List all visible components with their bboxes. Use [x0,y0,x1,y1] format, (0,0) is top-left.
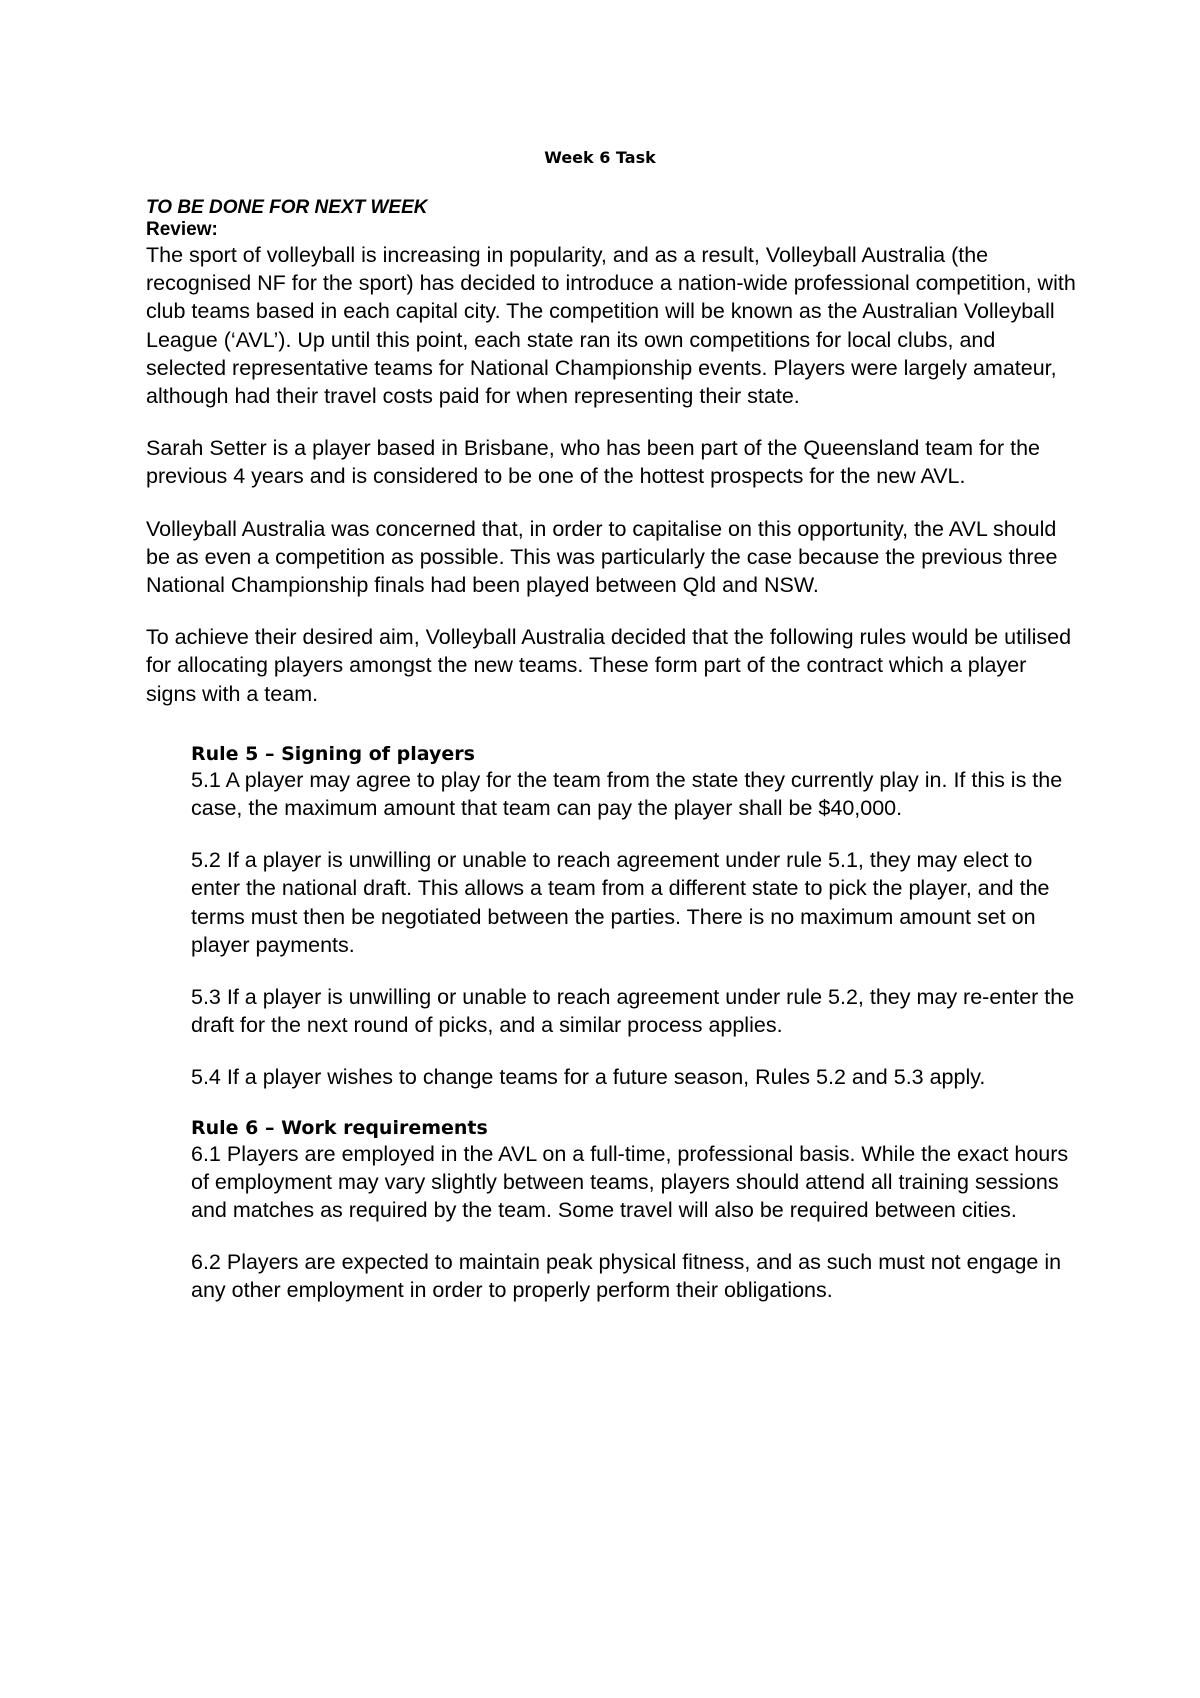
rule-5-1: 5.1 A player may agree to play for the team from the state they currently play in. If this is the case, the maximum amount that team can pay the player shall be $40,000. [191,767,1063,821]
rule-5-heading: Rule 5 – Signing of players [191,742,475,765]
page-title: Week 6 Task [544,148,656,167]
document-body [146,196,1076,1329]
paragraph-sarah-setter: Sarah Setter is a player based in Brisbane, who has been part of the Queensland team for the previous 4 years and is considered to be one of the hottest prospects for the new AVL. [146,436,1040,489]
rule-5-4: 5.4 If a player wishes to change teams for a future season, Rules 5.2 and 5.3 apply. [191,1065,986,1090]
paragraph-rules-intro: To achieve their desired aim, Volleyball Australia decided that the following rules would be utilised for allocating players amongst the new teams. These form part of the contract which a player signs with a team. [146,625,1072,706]
review-label: Review: [146,219,218,240]
paragraph-even-competition: Volleyball Australia was concerned that, in order to capitalise on this opportunity, the AVL should be as even a competition as possible. This was particularly the case because the previous three National Championship finals had been played between Qld and NSW. [146,516,1058,598]
rule-6-heading: Rule 6 – Work requirements [191,1116,488,1139]
rule-5-3: 5.3 If a player is unwilling or unable to reach agreement under rule 5.2, they may re-enter the draft for the next round of picks, and a similar process applies. [191,985,1075,1038]
paragraph-intro: The sport of volleyball is increasing in popularity, and as a result, Volleyball Australia (the recognised NF for the sport) has decided to introduce a nation-wide professional competition, with club teams based in each capital city. The competition will be known as the Australian Volleyball League (‘AVL’). Up until this point, each state ran its own competitions for local clubs, and selected representative teams for National Championship events. Players were largely amateur, although had their travel costs paid for when representing their state. [146,243,1076,409]
rule-5-2: 5.2 If a player is unwilling or unable to reach agreement under rule 5.1, they may elect to enter the national draft. This allows a team from a different state to pick the player, and the terms must then be negotiated between the parties. There is no maximum amount set on player payments. [191,848,1050,957]
rules-section [191,742,1076,1305]
task-heading: TO BE DONE FOR NEXT WEEK [146,197,428,218]
rule-6-2: 6.2 Players are expected to maintain peak physical fitness, and as such must not engage in any other employment in order to properly perform their obligations. [191,1250,1062,1303]
rule-6-1: 6.1 Players are employed in the AVL on a full-time, professional basis. While the exact hours of employment may vary slightly between teams, players should attend all training sessions and matches as required by the team. Some travel will also be required between cities. [191,1141,1069,1223]
